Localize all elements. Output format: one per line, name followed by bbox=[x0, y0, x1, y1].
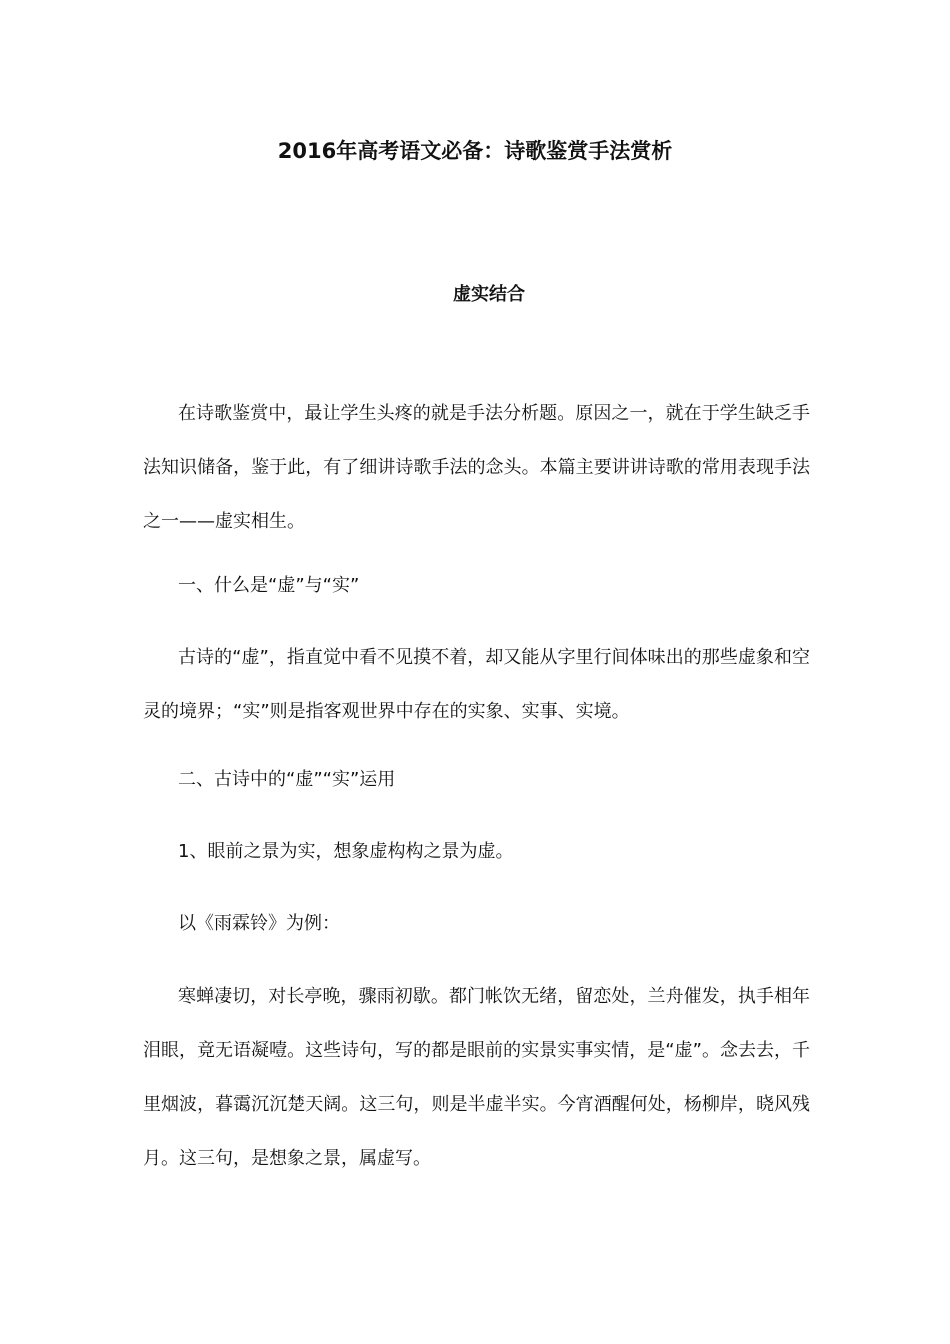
intro-paragraph: 在诗歌鉴赏中，最让学生头疼的就是手法分析题。原因之一，就在于学生缺乏手法知识储备，鉴于此，有了细讲诗歌手法的念头。本篇主要讲讲诗歌的常用表现手法之一——虚实相生。 bbox=[143, 403, 810, 532]
page-title: 2016年高考语文必备：诗歌鉴赏手法赏析 bbox=[277, 139, 673, 163]
heading-xu-shi-usage: 二、古诗中的“虚”“实”运用 bbox=[178, 769, 396, 790]
definition-paragraph: 古诗的“虚”，指直觉中看不见摸不着，却又能从字里行间体味出的那些虚象和空灵的境界；“实”则是指客观世界中存在的实象、实事、实境。 bbox=[143, 647, 810, 722]
example-analysis-paragraph: 寒蝉凄切，对长亭晚，骤雨初歇。都门帐饮无绪，留恋处，兰舟催发，执手相年泪眼，竟无语凝噎。这些诗句，写的都是眼前的实景实事实情，是“虚”。念去去，千里烟波，暮霭沉沉楚天阔。这三句，则是半虚半实。今宵酒醒何处，杨柳岸，晓风残月。这三句，是想象之景，属虚写。 bbox=[143, 986, 810, 1169]
example-intro-paragraph: 以《雨霖铃》为例： bbox=[178, 913, 340, 934]
point-1-paragraph: 1、眼前之景为实，想象虚构构之景为虚。 bbox=[178, 841, 514, 862]
section-title: 虚实结合 bbox=[453, 284, 525, 305]
heading-what-is-xu-shi: 一、什么是“虚”与“实” bbox=[178, 575, 360, 596]
